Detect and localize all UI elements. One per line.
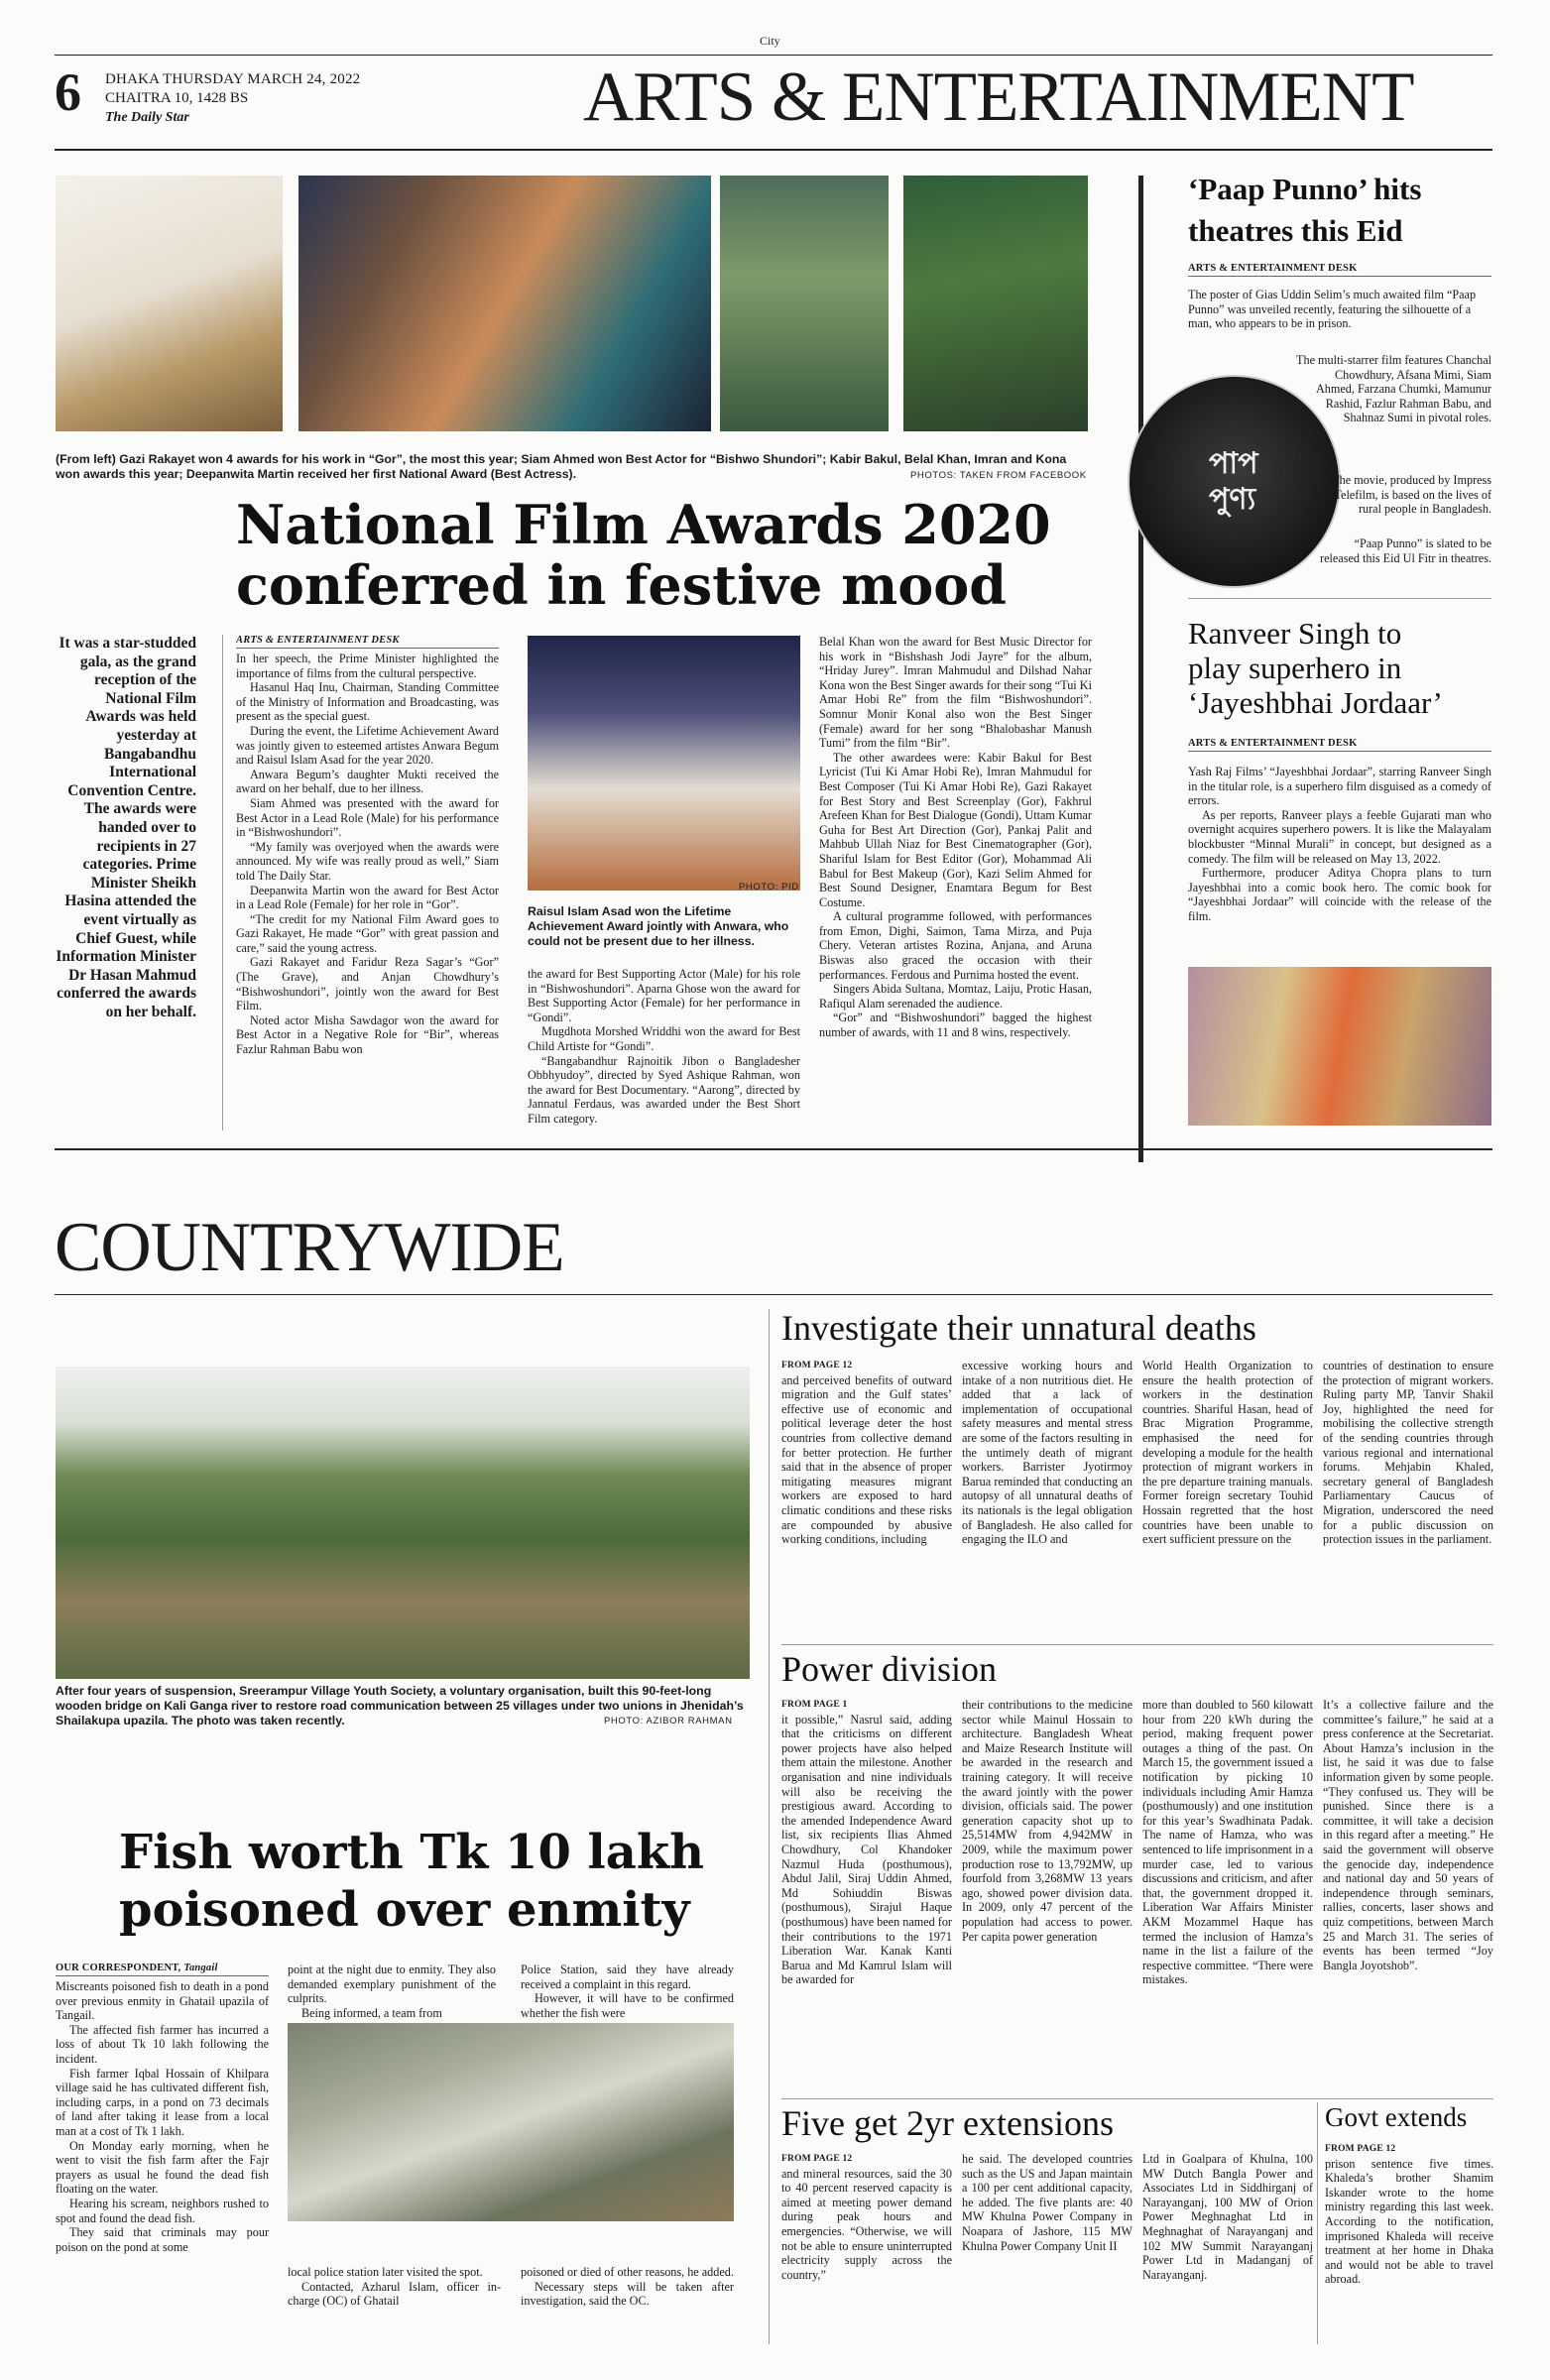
paap-poster-title: পাপ পুণ্য [1209, 446, 1258, 517]
fish-col2-p: Being informed, a team from [301, 2005, 442, 2020]
five-headline: Five get 2yr extensions [781, 2103, 1114, 2143]
header-top-rule [55, 55, 1492, 56]
paap-p3: The movie, produced by Impress Telefilm, is based on the lives of rural people in Bangladesh. [1332, 473, 1491, 517]
awards-col1-p: “The credit for my National Film Award goes to Gazi Rakayet, He made “Gor” with great passion and care,” said the young actress. [236, 911, 499, 955]
power-col2 [962, 1698, 1133, 2094]
power-col1 [781, 1698, 952, 2094]
photo-wooden-bridge [56, 1367, 750, 1679]
fish-col1 [56, 1963, 269, 2344]
five-col1-text: and mineral resources, said the 30 to 40 percent reserved capacity is aimed at meeting power demand during peak hours and emergencies. “Otherwise, we will not be able to ensure uninterrupted electricity supply across the country,” [781, 2166, 952, 2282]
inner-photo-caption: Raisul Islam Asad won the Lifetime Achievement Award jointly with Anwara, who could not be present due to her illness. [528, 904, 789, 948]
bridge-credit: PHOTO: AZIBOR RAHMAN [604, 1716, 733, 1726]
investigate-col3-text: World Health Organization to ensure the health protection of workers in the destination countries. Shariful Hasan, head of Brac Migration Programme, emphasised the need for developing a module for the health protection of migrant workers in the pre departure training manuals. Former foreign secretary Touhid Hossain regretted that the host countries have been unable to exert sufficient pressure on the [1142, 1359, 1313, 1547]
sidebar-divider [1188, 598, 1491, 599]
govt-headline: Govt extends [1325, 2102, 1468, 2132]
awards-col1-p: Anwara Begum’s daughter Mukti received the award on her behalf, due to her illness. [236, 767, 499, 796]
paap-headline-1: ‘Paap Punno’ hits [1188, 172, 1422, 206]
awards-col1-p: Gazi Rakayet and Faridur Reza Sagar’s “Gor” (The Grave), and Anjan Chowdhury’s “Bishwoshundori”, jointly won the award for Best Film. [236, 955, 499, 1013]
ranveer-kicker: ARTS & ENTERTAINMENT DESK [1188, 738, 1491, 752]
fish-col1-p: Miscreants poisoned fish to death in a pond over previous enmity in Ghatail upazila of Tangail. [56, 1979, 269, 2023]
dateline: DHAKA THURSDAY MARCH 24, 2022 [105, 71, 361, 87]
ranveer-p: As per reports, Ranveer plays a feeble Gujarati man who overnight acquires superhero powers. It is like the Malayalam blockbuster “Minnal Murali” in concept, but designed as a comedy. The film will be released on May 13, 2022. [1188, 807, 1491, 866]
awards-headline-2: conferred in festive mood [236, 553, 1008, 617]
countrywide-top-rule [55, 1148, 1492, 1150]
five-col1 [781, 2152, 952, 2344]
photo-award-group [298, 176, 711, 431]
investigate-col2-text: excessive working hours and intake of a non nutritious diet. He added that a lack of implementation of occupational safety measures and mental stress are some of the factors resulting in the untimely death of migrant workers. Barrister Jyotirmoy Barua reminded that conducting an autopsy of all unnatural deaths of its nationals is the legal obligation of Bangladesh. He also called for engaging the ILO and [962, 1359, 1133, 1547]
ranveer-p: Yash Raj Films’ “Jayeshbhai Jordaar”, starring Ranveer Singh in the titular role, is a superhero film disguised as a comedy of errors. [1188, 765, 1491, 808]
power-headline: Power division [781, 1649, 998, 1689]
power-col4-text: It’s a collective failure and the committee’s failure,” he said at a press conference at the Secretariat. About Hamza’s inclusion in the list, he said it was due to false information given by some people. “They confused us. They will be punished. Since there is a committee, it will take a decision in this regard after a meeting.” He said the government will observe the genocide day, independence and national day and 50 years of independence through seminars, rallies, concerts, laser shows and quiz competitions, between March 25 and March 31. The series of events has been termed “Joy Bangla Joyotshob”. [1323, 1698, 1493, 1972]
govt-col [1325, 2142, 1493, 2344]
govt-left-rule [1317, 2102, 1318, 2344]
power-col4 [1323, 1698, 1493, 2094]
ranveer-headline-1: Ranveer Singh to [1188, 616, 1402, 651]
fish-col2-p: point at the night due to enmity. They also demanded exemplary punishment of the culprits. [288, 1963, 496, 2006]
ranveer-body [1188, 765, 1491, 924]
awards-headline-1: National Film Awards 2020 [236, 493, 1051, 556]
ranveer-headline-3: ‘Jayeshbhai Jordaar’ [1188, 685, 1443, 720]
fish-col2-bottom [288, 2265, 501, 2344]
awards-col1-p: “My family was overjoyed when the awards were announced. My wife was really proud as well,” Siam told The Daily Star. [236, 839, 499, 883]
fish-col1-p: They said that criminals may pour poison on the pond at some [56, 2225, 269, 2254]
awards-kicker: ARTS & ENTERTAINMENT DESK [236, 635, 499, 649]
fish-col3-bottom [521, 2265, 734, 2344]
fish-col1-p: The affected fish farmer has incurred a loss of about Tk 10 lakh following the incident. [56, 2022, 269, 2066]
awards-col2-p: “Bangabandhur Rajnoitik Jibon o Bangladesher Obbhyudoy”, directed by Syed Ashique Rahman, won the award for Best Documentary. “Aarong”, directed by Jannatul Ferdaus, was awarded under the Best Short Film category. [528, 1053, 800, 1126]
masthead: The Daily Star [105, 110, 189, 125]
countrywide-title: COUNTRYWIDE [55, 1209, 564, 1286]
five-from-page: FROM PAGE 12 [781, 2154, 853, 2164]
fish-col2-top [288, 1963, 496, 2022]
investigate-col2 [962, 1359, 1133, 1646]
power-col1-text: it possible,” Nasrul said, adding that the criticisms on different power projects have also helped them attain the milestone. Another organisation and nine individuals will also be receiving the prestigious award. According to the amended Independence Award list, six recipients Ilias Ahmed Chowdhury, Col Khandoker Nazmul Huda (posthumous), Abdul Jalil, Siraj Uddin Ahmed, Md Sohiuddin Biswas (posthumous), Sirajul Haque (posthumous) have been named for their contributions to the 1971 Liberation War. Kanak Kanti Barua and Md Kamrul Islam will be awarded for [781, 1712, 952, 1987]
fish-col3b-p: poisoned or died of other reasons, he added. [521, 2265, 734, 2279]
fish-headline-1: Fish worth Tk 10 lakh [119, 1825, 705, 1880]
investigate-col4 [1323, 1359, 1493, 1646]
fish-col1-p: Hearing his scream, neighbors rushed to spot and found the dead fish. [56, 2196, 269, 2225]
bridge-caption: After four years of suspension, Sreerampur Village Youth Society, a voluntary organisation, built this 90-feet-long wooden bridge on Kali Ganga river to restore road communication between 25 villages under two unions in Jhenidah’s Shailakupa upazila. The photo was taken recently. [56, 1684, 744, 1727]
ranveer-headline-2: play superhero in [1188, 651, 1402, 685]
paap-headline-2: theatres this Eid [1188, 213, 1403, 248]
fish-col1-p: Fish farmer Iqbal Hossain of Khilpara village said he has cultivated different fish, including carps, in a pond on 73 decimals of land after taking it lease from a local man at a cost of Tk 1 lakh. [56, 2066, 269, 2138]
awards-col1 [236, 635, 499, 1129]
fish-col3b-p: Necessary steps will be taken after investigation, said the OC. [521, 2279, 734, 2309]
investigate-col4-text: countries of destination to ensure the protection of migrant workers. Ruling party MP, Tanvir Shakil Joy, highlighted the need for mobilising the collective strength of the sending countries through various regional and international forums. Mehjabin Khaled, secretary general of Bangladesh Parliamentary Caucus of Migration, underscored the need for a public discussion on protection issues in the parliament. [1323, 1359, 1493, 1547]
govt-from-page: FROM PAGE 12 [1325, 2144, 1396, 2154]
awards-col3-p: The other awardees were: Kabir Bakul for Best Lyricist (Tui Ki Amar Hobi Re), Imran Mahmudul for Best Composer (Tui Ki Amar Hobi Re), Gazi Rakayet for Best Story and Best Screenplay (Gor), Fakhrul Arefeen Khan for Best Dialogue (Gondi), Uttam Kumar Guha for Best Art Direction (Gor), Pankaj Palit and Mahbub Ullah Niaz for Best Cinematographer (Gor), Shariful Islam for Best Editor (Gor), Mohammad Ali Babul for Best Makeup (Gor), Kazi Selim Ahmed for Best Sound Designer, Enamtara Begum for Best Costume. [819, 750, 1092, 909]
awards-col2 [528, 967, 800, 1129]
fish-col1-p: On Monday early morning, when he went to visit the fish farm after the Fajr prayers as usual he found the dead fish floating on the water. [56, 2138, 269, 2197]
photo-dead-fish-pond [288, 2023, 734, 2221]
awards-col2-p: the award for Best Supporting Actor (Male) for his role in “Bishwoshundori”. Aparna Ghose won the award for Best Supporting Actor (Female) for her performance in “Gondi”. [528, 967, 800, 1024]
photo-jayeshbhai-jordaar [1188, 967, 1491, 1126]
five-col3 [1142, 2152, 1313, 2344]
five-col2-text: he said. The developed countries such as the US and Japan maintain a 100 per cent additional capacity, he added. The five plants are: 40 MW Khulna Power Company in Noapara of Jashore, 115 MW Khulna Power Company Unit II [962, 2152, 1133, 2253]
fish-col3-p: However, it will have to be confirmed whether the fish were [521, 1991, 734, 2020]
awards-col2-p: Mugdhota Morshed Wriddhi won the award for Best Child Artiste for “Gondi”. [528, 1024, 800, 1053]
power-col3-text: more than doubled to 560 kilowatt hour from 220 kWh during the period, making frequent power outages a thing of the past. On March 15, the government issued a notification by picking 10 individuals including Amir Hamza (posthumously) and one institution for this year’s Swadhinata Padak. The name of Hamza, who was sentenced to life imprisonment in a murder case, led to various discussions and criticism, and after that, the government dropped it. Liberation War Affairs Minister AKM Mozammel Haque has termed the inclusion of Hamza’s name in the list a failure of the respective committee. “There were mistakes. [1142, 1698, 1313, 1987]
inner-photo-credit: PHOTO: PID [739, 882, 799, 892]
fish-place: Tangail [183, 1963, 218, 1973]
fish-col3-p: Police Station, said they have already received a complaint in this regard. [521, 1963, 734, 1991]
investigate-col1 [781, 1359, 952, 1646]
awards-col1-p: Deepanwita Martin won the award for Best Actor in a Lead Role (Female) for her role in “Gor”. [236, 883, 499, 912]
header-bottom-rule [55, 149, 1492, 151]
awards-col1-p: In her speech, the Prime Minister highlighted the importance of films from the cultural perspective. [236, 652, 499, 680]
awards-col1-p: During the event, the Lifetime Achievement Award was jointly given to esteemed artistes Anwara Begum and Raisul Islam Asad for the year 2020. [236, 723, 499, 768]
awards-photo-caption: (From left) Gazi Rakayet won 4 awards for his work in “Gor”, the most this year; Siam Ahmed won Best Actor for “Bishwo Shundori”; Kabir Bakul, Belal Khan, Imran and Kona won awards this year; Deepanwita Martin received her first National Award (Best Actress). [56, 452, 1067, 481]
countrywide-bottom-rule [55, 1294, 1492, 1295]
fish-headline-2: poisoned over enmity [119, 1882, 690, 1938]
awards-col1-p: Noted actor Misha Sawdagor won the award for Best Actor in a Negative Role for “Bir”, whereas Fazlur Rahman Babu won [236, 1012, 499, 1057]
awards-photo-credit: PHOTOS: TAKEN FROM FACEBOOK [910, 470, 1087, 481]
countrywide-vertical-rule [769, 1309, 770, 2344]
fish-kicker-text: OUR CORRESPONDENT, [56, 1963, 181, 1973]
section-label: City [760, 34, 780, 48]
investigate-headline: Investigate their unnatural deaths [781, 1308, 1256, 1348]
section-title: ARTS & ENTERTAINMENT [583, 59, 1414, 136]
power-col2-text: their contributions to the medicine sector while Mainul Hossain to architecture. Bangladesh Wheat and Maize Research Institute will be awarded in the research and training category. It will receive the award jointly with the power division, officials said. The power generation capacity shot up to 25,514MW from 4,942MW in 2009, while the maximum power production rose to 13,792MW, up fourfold from 3,268MW 13 years ago, showed power division data. In 2009, only 47 percent of the population had access to power. Per capita power generation [962, 1698, 1133, 1944]
bangla-date: CHAITRA 10, 1428 BS [105, 90, 249, 106]
power-from-page: FROM PAGE 1 [781, 1700, 848, 1710]
paap-kicker: ARTS & ENTERTAINMENT DESK [1188, 263, 1491, 277]
investigate-bottom-rule [781, 1644, 1493, 1645]
ranveer-p: Furthermore, producer Aditya Chopra plans to turn Jayeshbhai into a comic book hero. The comic book for “Jayeshbhai Jordaar” will coincide with the release of the film. [1188, 866, 1491, 923]
photo-gazi-rakayet [56, 176, 283, 431]
awards-col3-p: A cultural programme followed, with performances from Emon, Dighi, Saimon, Tama Mirza, and Puja Chery. Veteran artistes Rozina, Anjana, and Aruna Biswas also graced the occasion with their performances. Ferdous and Purnima hosted the event. [819, 909, 1092, 982]
awards-col3-p: “Gor” and “Bishwoshundori” bagged the highest number of awards, with 11 and 8 wins, respectively. [819, 1011, 1092, 1040]
govt-text: prison sentence five times. Khaleda’s brother Shamim Iskander wrote to the home ministry regarding this last week. According to the notification, imprisoned Khaleda will receive treatment at her home in Dhaka and would not be able to travel abroad. [1325, 2156, 1493, 2287]
investigate-from-page: FROM PAGE 12 [781, 1361, 853, 1370]
five-col3-text: Ltd in Goalpara of Khulna, 100 MW Dutch Bangla Power and Associates Ltd in Siddhirganj of Narayanganj, 100 MW of Orion Power Meghnaghat Ltd in Meghnaghat of Narayanganj and 102 MW Summit Narayanganj Power Ltd in Madanganj of Narayanganj. [1142, 2152, 1313, 2282]
fish-col2b-p: local police station later visited the spot. [288, 2265, 483, 2279]
awards-col3-p: Singers Abida Sultana, Momtaz, Laiju, Protic Hasan, Rafiqul Alam serenaded the audience. [819, 982, 1092, 1011]
fish-col3-top [521, 1963, 734, 2022]
paap-p4: “Paap Punno” is slated to be released this Eid Ul Fitr in theatres. [1320, 536, 1491, 565]
awards-col3 [819, 635, 1092, 1129]
fish-col2b-p: Contacted, Azharul Islam, officer in-charge (OC) of Ghatail [288, 2279, 501, 2309]
investigate-col3 [1142, 1359, 1313, 1646]
paap-intro: The poster of Gias Uddin Selim’s much awaited film “Paap Punno” was unveiled recently, featuring the silhouette of a man, who appears to be in prison. [1188, 288, 1477, 331]
five-col2 [962, 2152, 1133, 2344]
awards-pullquote: It was a star-studded gala, as the grand reception of the National Film Awards was held yesterday at Bangabandhu International Convention Centre. The awards were handed over to recipients in 27 categories. Prime Minister Sheikh Hasina attended the event virtually as Chief Guest, while Information Minister Dr Hasan Mahmud conferred the awards on her behalf. [56, 635, 196, 1020]
sidebar-rule [1138, 176, 1143, 1162]
power-bottom-rule [781, 2098, 1493, 2099]
awards-col3-p: Belal Khan won the award for Best Music Director for his work in “Bishshash Jodi Jayre” for the album, “Hriday Jurey”. Imran Mahmudul and Dilshad Nahar Kona won the Best Singer awards for their song “Tui Ki Amar Hobi Re” from the film “Bishwoshundori”. Somnur Monir Konal also won the Best Singer (Female) award for her song “Bhalobashar Manush Tumi” from the film “Bir”. [819, 635, 1092, 751]
photo-raisul-islam-asad [528, 636, 800, 891]
paap-p2: The multi-starrer film features Chanchal Chowdhury, Afsana Mimi, Siam Ahmed, Farzana Chumki, Mamunur Rashid, Fazlur Rahman Babu, and Shahnaz Sumi in pivotal roles. [1296, 353, 1491, 425]
power-col3 [1142, 1698, 1313, 2094]
photo-deepanwita-martin [903, 176, 1088, 431]
page-number: 6 [55, 62, 81, 122]
fish-kicker [56, 1963, 269, 1976]
pullquote-rule [222, 635, 223, 1130]
awards-col1-p: Siam Ahmed was presented with the award for Best Actor in a Lead Role (Male) for his performance in “Bishwoshundori”. [236, 795, 499, 840]
photo-siam-ahmed [720, 176, 889, 431]
awards-col1-p: Hasanul Haq Inu, Chairman, Standing Committee of the Ministry of Information and Broadcasting, was present as the special guest. [236, 680, 499, 724]
investigate-col1-text: and perceived benefits of outward migration and the Gulf states’ effective use of economic and political leverage deter the host countries from collective demand for better protection. He further said that in the absence of proper mitigating measures migrant workers are exposed to hard climatic conditions and these risks are compounded by abusive working conditions, including [781, 1372, 952, 1547]
